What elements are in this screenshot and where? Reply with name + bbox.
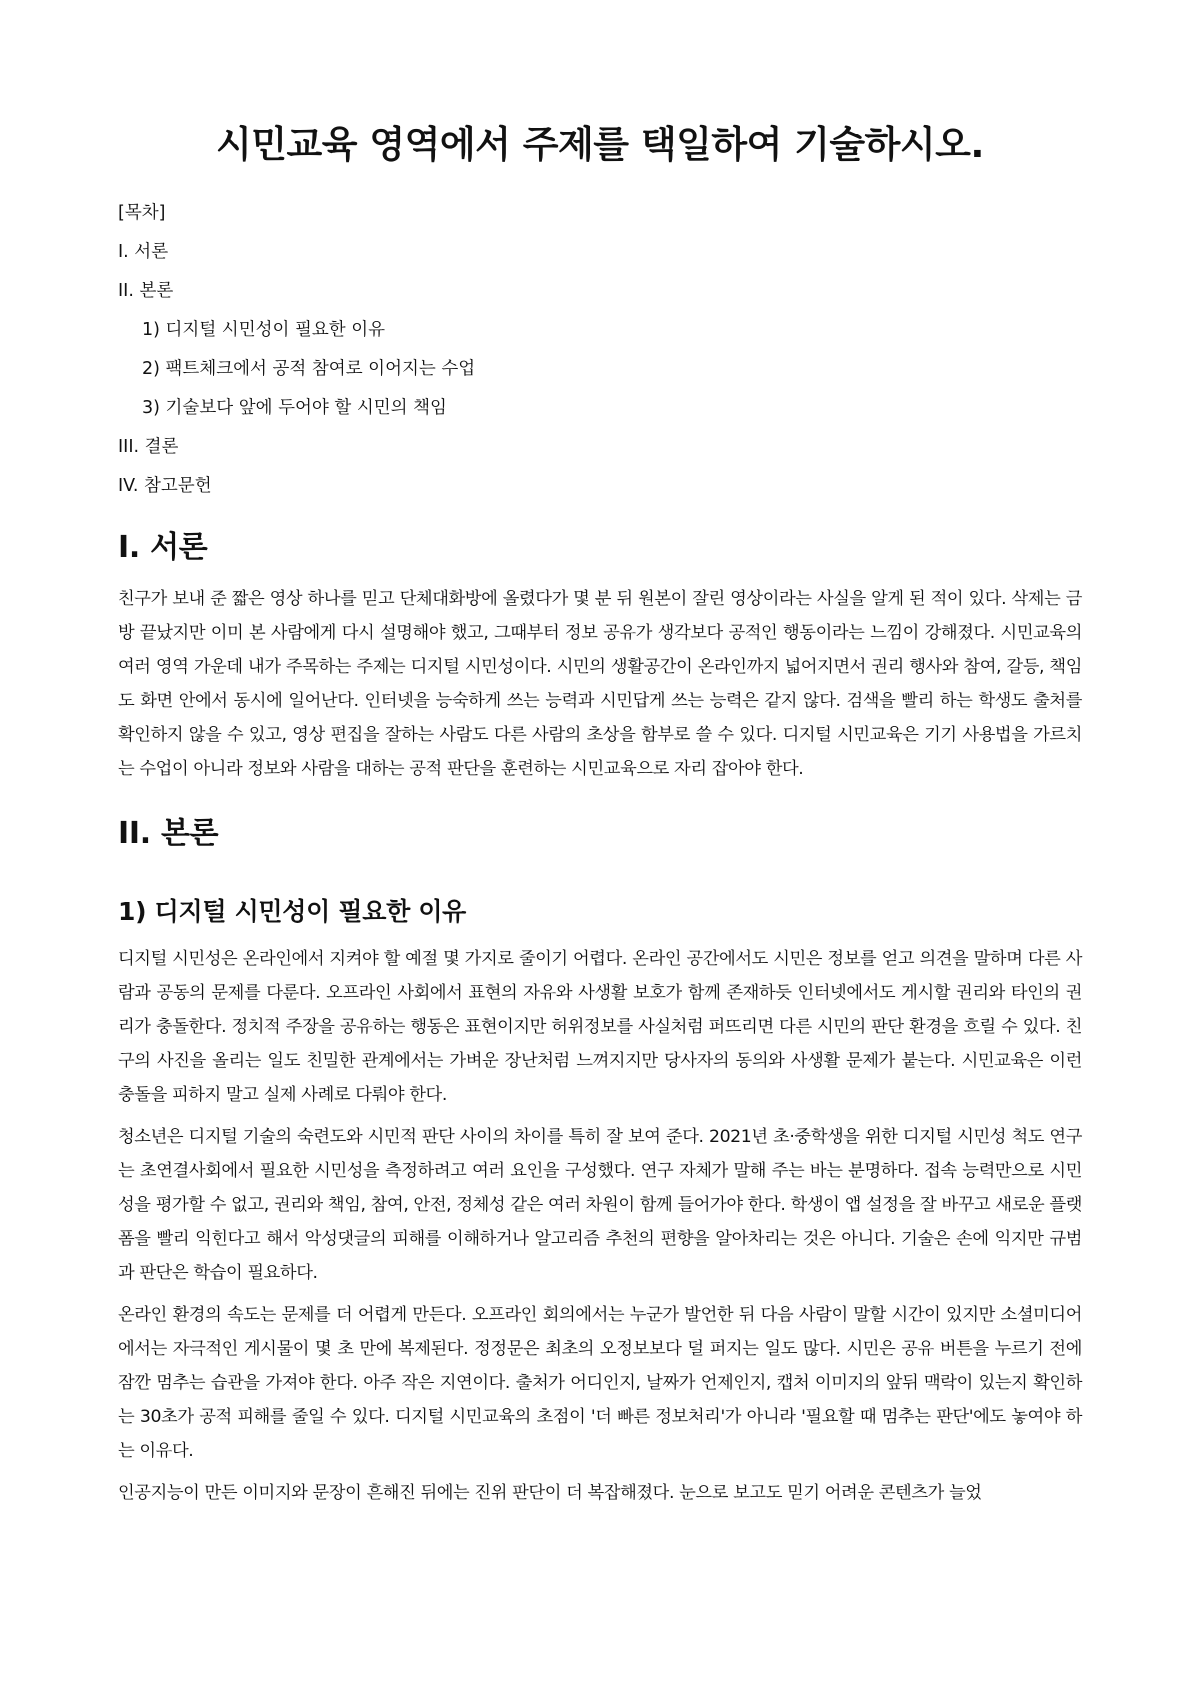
toc-subitem: 2) 팩트체크에서 공적 참여로 이어지는 수업 [142,359,476,379]
toc-item: I. 서론 [118,242,169,262]
toc-subitem: 3) 기술보다 앞에 두어야 할 시민의 책임 [142,398,447,418]
section1-paragraph: 디지털 시민성은 온라인에서 지켜야 할 예절 몇 가지로 줄이기 어렵다. 온라인 공간에서도 시민은 정보를 얻고 의견을 말하며 다른 사람과 공동의 문제를 다룬다. 오프라인 사회에서 표현의 자유와 사생활 보호가 함께 존재하듯 인터넷에서도 게시할 권리와 타인의 권리가 충돌한다. 정치적 주장을 공유하는 행동은 표현이지만 허위정보를 사실처럼 퍼뜨리면 다른 시민의 판단 환경을 흐릴 수 있다. 친구의 사진을 올리는 일도 친밀한 관계에서는 가벼운 장난처럼 느껴지지만 당사자의 동의와 사생활 문제가 붙는다. 시민교육은 이런 충돌을 피하지 말고 실제 사례로 다뤄야 한다. [118,949,1082,1105]
section1-heading: 1) 디지털 시민성이 필요한 이유 [118,897,467,926]
toc-heading: [목차] [118,203,166,223]
toc-subitem: 1) 디지털 시민성이 필요한 이유 [142,320,386,340]
toc-item: III. 결론 [118,437,179,457]
toc-item: IV. 참고문헌 [118,476,212,496]
section1-paragraph: 온라인 환경의 속도는 문제를 더 어렵게 만든다. 오프라인 회의에서는 누군가 발언한 뒤 다음 사람이 말할 시간이 있지만 소셜미디어에서는 자극적인 게시물이 몇 초 만에 복제된다. 정정문은 최초의 오정보보다 덜 퍼지는 일도 많다. 시민은 공유 버튼을 누르기 전에 잠깐 멈추는 습관을 가져야 한다. 아주 작은 지연이다. 출처가 어디인지, 날짜가 언제인지, 캡처 이미지의 앞뒤 맥락이 있는지 확인하는 30초가 공적 피해를 줄일 수 있다. 디지털 시민교육의 초점이 '더 빠른 정보처리'가 아니라 '필요할 때 멈추는 판단'에도 놓여야 하는 이유다. [118,1305,1082,1461]
body-heading: II. 본론 [118,816,219,851]
intro-heading: I. 서론 [118,530,208,565]
section1-paragraph: 청소년은 디지털 기술의 숙련도와 시민적 판단 사이의 차이를 특히 잘 보여 준다. 2021년 초·중학생을 위한 디지털 시민성 척도 연구는 초연결사회에서 필요한 시민성을 측정하려고 여러 요인을 구성했다. 연구 자체가 말해 주는 바는 분명하다. 접속 능력만으로 시민성을 평가할 수 없고, 권리와 책임, 참여, 안전, 정체성 같은 여러 차원이 함께 들어가야 한다. 학생이 앱 설정을 잘 바꾸고 새로운 플랫폼을 빨리 익힌다고 해서 악성댓글의 피해를 이해하거나 알고리즘 추천의 편향을 알아차리는 것은 아니다. 기술은 손에 익지만 규범과 판단은 학습이 필요하다. [118,1127,1082,1283]
section1-paragraph: 인공지능이 만든 이미지와 문장이 흔해진 뒤에는 진위 판단이 더 복잡해졌다. 눈으로 보고도 믿기 어려운 콘텐츠가 늘었 [118,1483,982,1503]
toc-item: II. 본론 [118,281,174,301]
table-of-contents [118,194,1082,506]
document-title: 시민교육 영역에서 주제를 택일하여 기술하시오. [216,123,984,166]
intro-paragraph: 친구가 보내 준 짧은 영상 하나를 믿고 단체대화방에 올렸다가 몇 분 뒤 원본이 잘린 영상이라는 사실을 알게 된 적이 있다. 삭제는 금방 끝났지만 이미 본 사람에게 다시 설명해야 했고, 그때부터 정보 공유가 생각보다 공적인 행동이라는 느낌이 강해졌다. 시민교육의 여러 영역 가운데 내가 주목하는 주제는 디지털 시민성이다. 시민의 생활공간이 온라인까지 넓어지면서 권리 행사와 참여, 갈등, 책임도 화면 안에서 동시에 일어난다. 인터넷을 능숙하게 쓰는 능력과 시민답게 쓰는 능력은 같지 않다. 검색을 빨리 하는 학생도 출처를 확인하지 않을 수 있고, 영상 편집을 잘하는 사람도 다른 사람의 초상을 함부로 쓸 수 있다. 디지털 시민교육은 기기 사용법을 가르치는 수업이 아니라 정보와 사람을 대하는 공적 판단을 훈련하는 시민교육으로 자리 잡아야 한다. [118,589,1082,779]
